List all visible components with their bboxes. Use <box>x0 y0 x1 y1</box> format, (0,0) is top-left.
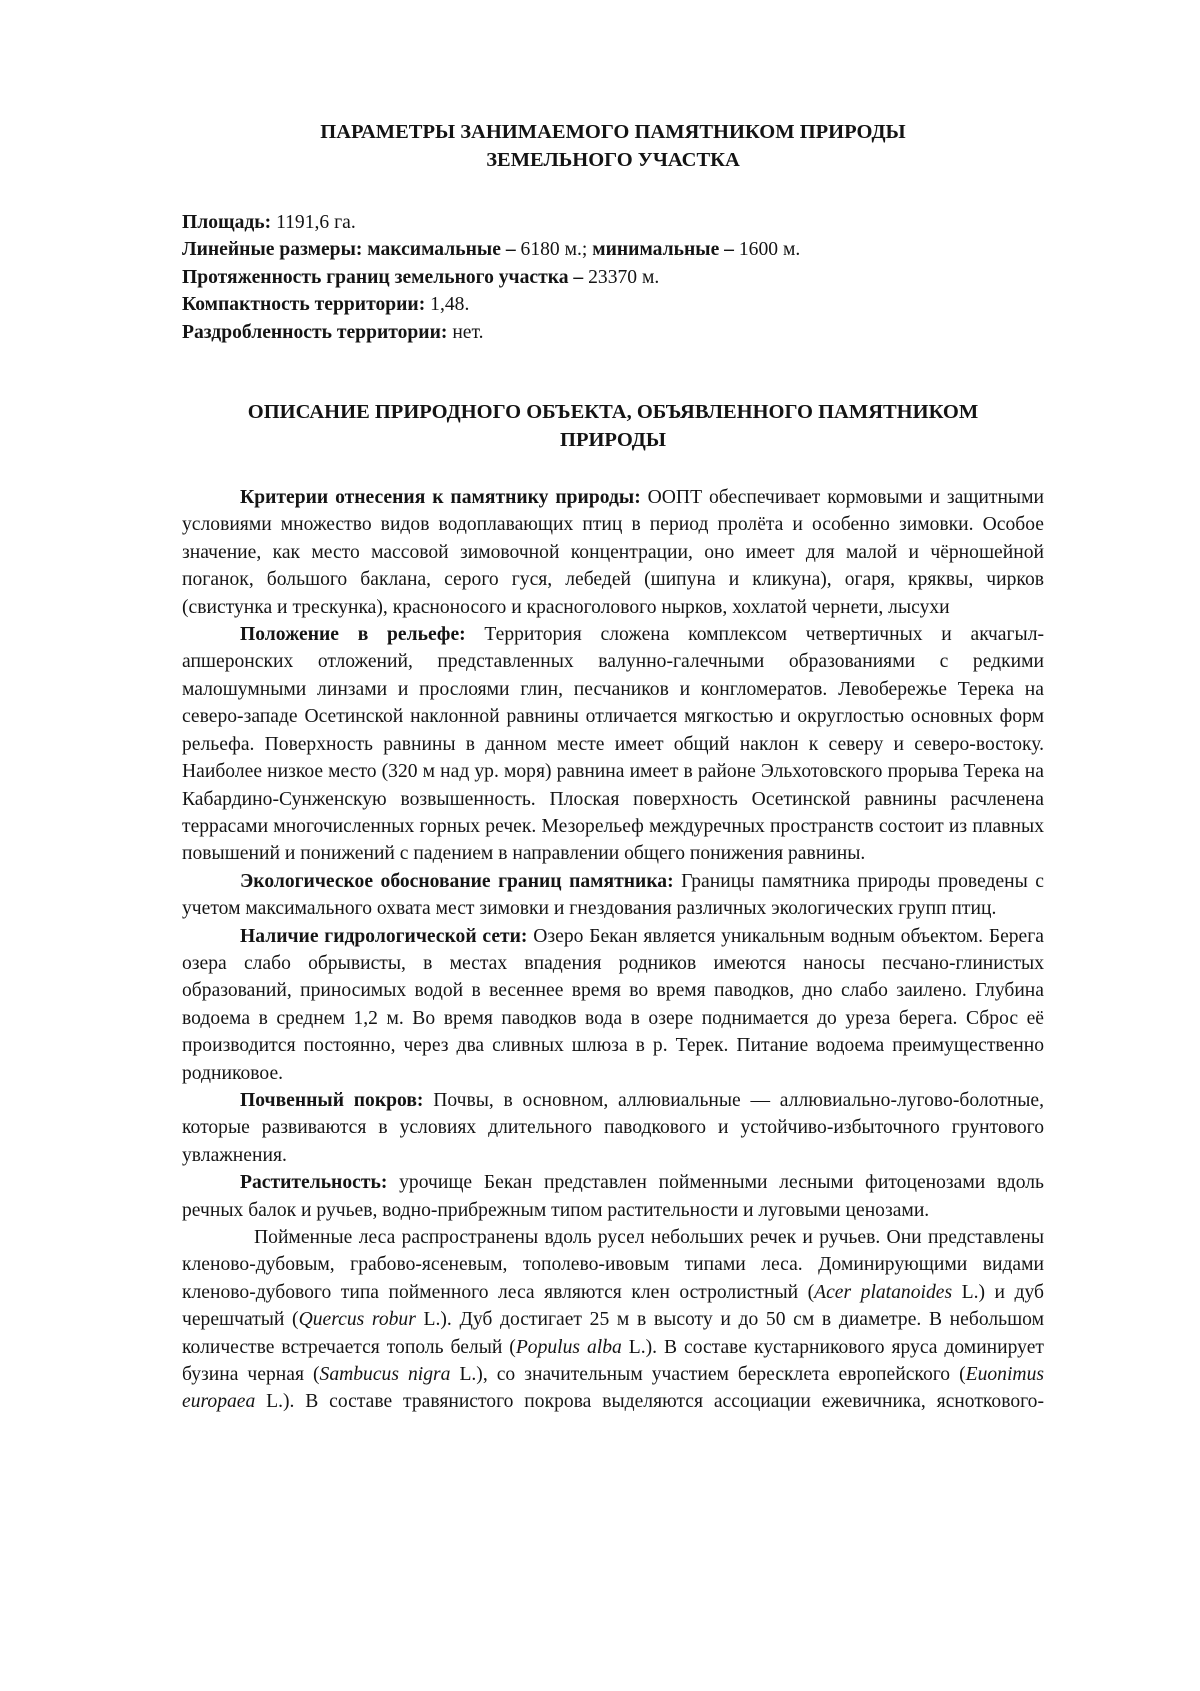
param-compactness <box>182 291 1044 318</box>
param-value: 1,48. <box>425 294 470 316</box>
paragraph-vegetation <box>182 1169 1044 1224</box>
param-label: Раздробленность территории: <box>182 321 448 343</box>
paragraph-text: L.). Дуб достигает 25 м в высоту и до 50 см в диаметре. В небольшом количестве встречается тополь белый ( <box>182 1309 1045 1358</box>
param-value: 1191,6 га. <box>271 212 356 233</box>
param-value: 23370 м. <box>583 266 660 288</box>
paragraph-criteria <box>182 484 1044 621</box>
paragraph-hydrology <box>182 923 1044 1087</box>
paragraph-label: Наличие гидрологической сети: <box>240 925 528 947</box>
species-name: Quercus robur <box>298 1309 416 1331</box>
paragraph-text: Территория сложена комплексом четвертичных и акчагыл-апшеронских отложений, представленных валунно-галечными образованиями с редкими малошумными линзами и прослоями глин, песчаников и конгломератов. Левобережье Терека на северо-западе Осетинской наклонной равнины отличается мягкостью и округлостью основных форм рельефа. Поверхность равнины в данном месте имеет общий наклон к северу и северо-востоку. Наиболее низкое место (320 м над ур. моря) равнина имеет в районе Эльхотовского прорыва Терека на Кабардино-Сунженскую возвышенность. Плоская поверхность Осетинской равнины расчленена террасами многочисленных горных речек. Мезорельеф междуречных пространств состоит из плавных повышений и понижений с падением в направлении общего понижения равнины. <box>182 624 1044 865</box>
species-name: Euonimus europaea <box>182 1364 1044 1413</box>
title-line: ПАРАМЕТРЫ ЗАНИМАЕМОГО ПАМЯТНИКОМ ПРИРОДЫ <box>320 121 906 143</box>
paragraph-text: Озеро Бекан является уникальным водным объектом. Берега озера слабо обрывисты, в местах впадения родников имеются наносы песчано-глинистых образований, приносимых водой в весеннее время во время паводков, дно слабо заилено. Глубина водоема в среднем 1,2 м. Во время паводков вода в озере поднимается до уреза берега. Сброс её производится постоянно, через два сливных шлюза в р. Терек. Питание водоема преимущественно родниковое. <box>182 925 1044 1084</box>
param-dimensions <box>182 236 1044 263</box>
species-name: Sambucus nigra <box>319 1364 451 1386</box>
paragraph-label: Растительность: <box>240 1172 388 1194</box>
paragraph-text: L.). В составе травянистого покрова выделяются ассоциации ежевичника, ясноткового- <box>255 1391 1044 1413</box>
paragraph-label: Экологическое обоснование границ памятника: <box>240 870 674 892</box>
paragraph-text: Границы памятника природы проведены с учетом максимального охвата мест зимовки и гнездования различных экологических групп птиц. <box>182 870 1044 920</box>
paragraph-text: L.), со значительным участием бересклета европейского ( <box>450 1364 966 1386</box>
param-label: Линейные размеры: максимальные – <box>182 239 516 261</box>
param-label: минимальные – <box>592 239 734 261</box>
paragraph-label: Критерии отнесения к памятнику природы: <box>240 487 641 509</box>
param-value: 6180 м.; <box>515 239 593 261</box>
paragraph-text: ООПТ обеспечивает кормовыми и защитными условиями множество видов водоплавающих птиц в период пролёта и особенно зимовки. Особое значение, как место массовой зимовочной концентрации, оно имеет для малой и чёрношейной поганок, большого баклана, серого гуся, лебедей (шипуна и кликуна), огаря, кряквы, чирков (свистунка и трескунка), красноносого и красноголового нырков, хохлатой чернети, лысухи <box>182 487 1044 618</box>
param-boundary <box>182 264 1044 291</box>
paragraph-relief <box>182 621 1044 868</box>
param-area <box>182 209 1044 236</box>
param-value: нет. <box>447 321 484 343</box>
param-value: 1600 м. <box>733 239 801 261</box>
paragraph-text: Пойменные леса распространены вдоль русел небольших речек и ручьев. Они представлены кленово-дубовым, грабово-ясеневым, тополево-ивовым типами леса. Доминирующими видами кленово-дубового типа пойменного леса являются клен остролистный ( <box>182 1227 1044 1303</box>
paragraph-soil <box>182 1087 1044 1169</box>
species-name: Populus alba <box>515 1336 622 1358</box>
section-title-parameters <box>182 118 1044 174</box>
section-title-description <box>182 398 1044 454</box>
paragraph-label: Положение в рельефе: <box>240 624 466 646</box>
paragraph-text: L.) и дуб черешчатый ( <box>182 1281 1044 1331</box>
title-line: ОПИСАНИЕ ПРИРОДНОГО ОБЪЕКТА, ОБЪЯВЛЕННОГО ПАМЯТНИКОМ <box>247 401 979 424</box>
title-line: ЗЕМЕЛЬНОГО УЧАСТКА <box>486 149 740 171</box>
paragraph-text: урочище Бекан представлен пойменными лесными фитоценозами вдоль речных балок и ручьев, водно-прибрежным типом растительности и луговыми ценозами. <box>182 1172 1044 1221</box>
document-body <box>182 118 1044 1416</box>
param-label: Компактность территории: <box>182 294 426 316</box>
paragraph-label: Почвенный покров: <box>240 1089 424 1111</box>
title-line: ПРИРОДЫ <box>560 429 666 452</box>
paragraph-text: L.). В составе кустарникового яруса доминирует бузина черная ( <box>182 1336 1044 1386</box>
paragraph-forest <box>182 1224 1044 1416</box>
param-label: Протяженность границ земельного участка – <box>182 266 584 288</box>
param-label: Площадь: <box>182 212 272 233</box>
paragraph-ecology <box>182 868 1044 923</box>
param-fragmentation <box>182 319 1044 346</box>
species-name: Acer platanoides <box>814 1281 953 1303</box>
paragraph-text: Почвы, в основном, аллювиальные — аллювиально-лугово-болотные, которые развиваются в условиях длительного паводкового и устойчиво-избыточного грунтового увлажнения. <box>182 1089 1044 1166</box>
